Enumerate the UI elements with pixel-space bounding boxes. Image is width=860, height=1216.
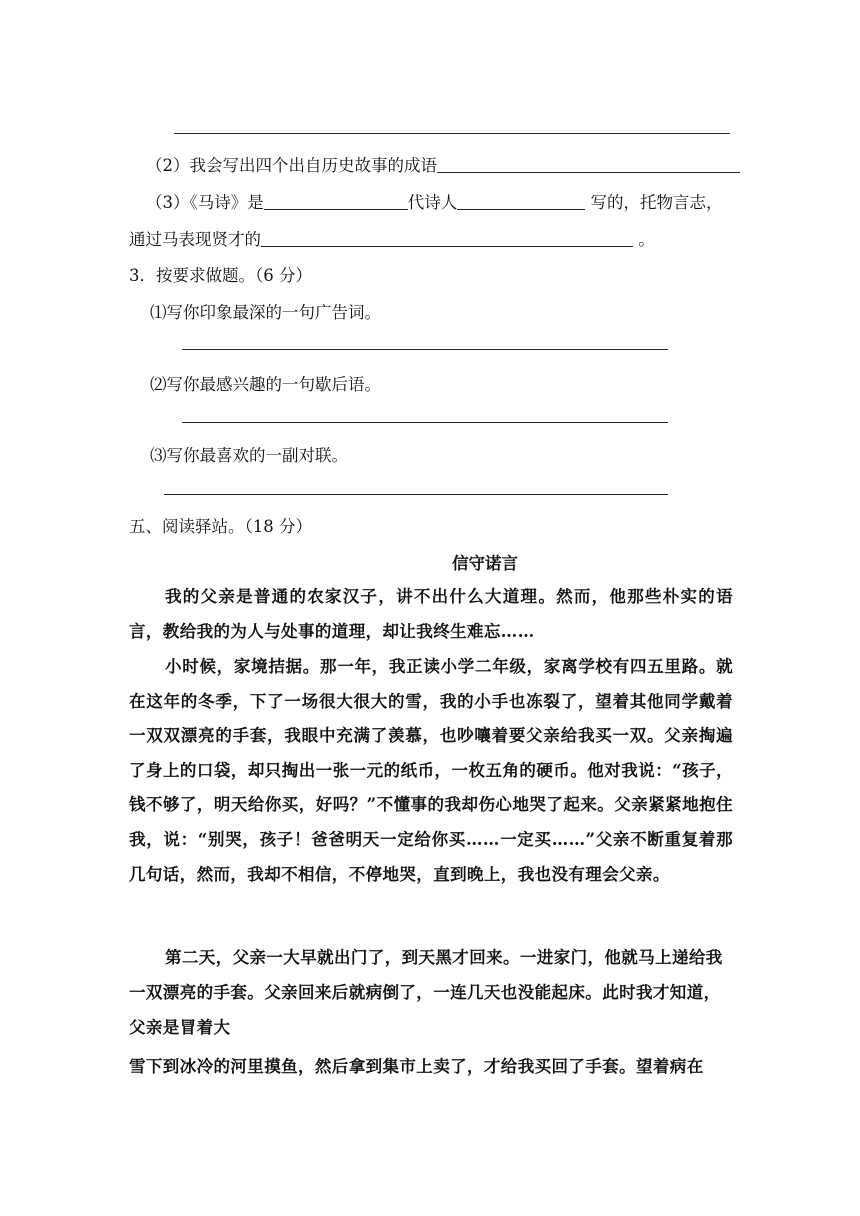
article-paragraph-2 — [129, 650, 733, 892]
article-paragraph-3-line-2: 一双漂亮的手套。父亲回来后就病倒了，一连几天也没能起床。此时我才知道， — [129, 983, 721, 1002]
article-paragraph-1 — [129, 580, 733, 649]
answer-line-couplet[interactable] — [164, 494, 668, 495]
question-2-3-line2-part1: 通过马表现贤才的 — [129, 230, 261, 249]
question-3-item-1: ⑴写你印象最深的一句广告词。 — [150, 303, 381, 322]
answer-line-top — [174, 133, 730, 134]
article-paragraph-3-line-4: 雪下到冰冷的河里摸鱼，然后拿到集市上卖了，才给我买回了手套。望着病在 — [129, 1057, 704, 1076]
answer-line-slogan[interactable] — [182, 349, 668, 350]
section-5-heading: 五、阅读驿站。（18 分） — [129, 517, 312, 536]
answer-blank-meaning[interactable] — [261, 228, 633, 247]
question-3-heading: 3．按要求做题。（6 分） — [129, 266, 312, 285]
question-2-2 — [146, 152, 740, 176]
article-paragraph-1-text: 我的父亲是普通的农家汉子，讲不出什么大道理。然而，他那些朴实的语言，教给我的为人与处事的道理，却让我终生难忘…… — [129, 587, 733, 641]
question-2-3-line2-end: 。 — [633, 230, 655, 249]
article-paragraph-3-line-1: 第二天，父亲一大早就出门了，到天黑才回来。一进家门，他就马上递给我 — [165, 948, 723, 967]
article-paragraph-3-line-3: 父亲是冒着大 — [129, 1018, 231, 1037]
answer-line-xiehouyu[interactable] — [182, 422, 668, 423]
answer-blank-dynasty[interactable] — [264, 191, 408, 210]
question-2-3-part2: 代诗人 — [407, 193, 458, 212]
question-3-item-3: ⑶写你最喜欢的一副对联。 — [150, 446, 348, 465]
question-2-2-text: （2）我会写出四个出自历史故事的成语 — [146, 156, 437, 175]
article-title: 信守诺言 — [452, 554, 518, 573]
question-2-3 — [146, 189, 723, 213]
question-2-3-part1: （3）《马诗》是 — [146, 193, 264, 212]
question-3-item-2: ⑵写你最感兴趣的一句歇后语。 — [150, 375, 381, 394]
question-2-3-part3: 写的，托物言志， — [585, 193, 723, 212]
article-paragraph-2-text: 小时候，家境拮据。那一年，我正读小学二年级，家离学校有四五里路。就在这年的冬季，下了一场很大很大的雪，我的小手也冻裂了，望着其他同学戴着一双双漂亮的手套，我眼中充满了羡慕，也吵嚷着要父亲给我买一双。父亲掏遍了身上的口袋，却只掏出一张一元的纸币，一枚五角的硬币。他对我说：“孩子，钱不够了，明天给你买，好吗？”不懂事的我却伤心地哭了起来。父亲紧紧地抱住我，说：“别哭，孩子！爸爸明天一定给你买……一定买……”父亲不断重复着那几句话，然而，我却不相信，不停地哭，直到晚上，我也没有理会父亲。 — [129, 657, 733, 884]
answer-blank-idioms[interactable] — [437, 154, 740, 173]
answer-blank-poet[interactable] — [457, 191, 585, 210]
question-2-3-line2 — [129, 226, 655, 250]
